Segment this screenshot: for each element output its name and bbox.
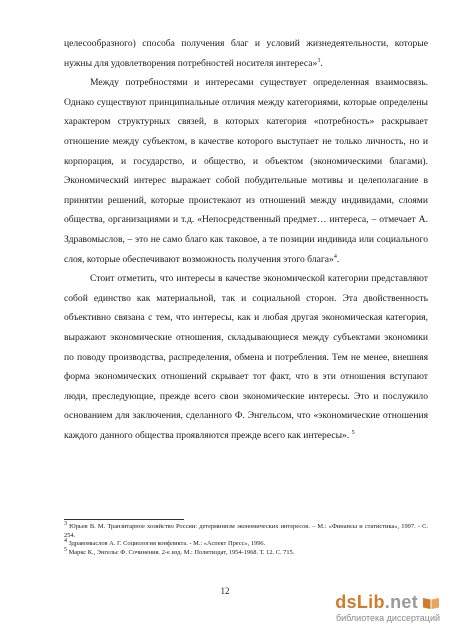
paragraph-3: Стоит отметить, что интересы в качестве экономической категории представляют собой единство как материальной, так и социальной сторон. Эта двойственность объективно связана с тем, что интересы, как и любая другая экономическая категория, выражают экономические отношения, складывающиеся между субъектами экономики по поводу производства, распределения, обмена и потребления. Тем не менее, внешняя форма экономических отношений скрывает тот факт, что в эти отношения вступают люди, преследующие, прежде всего свои экономические интересы. Это и послужило основанием для заключения, сделанного Ф. Энгельсом, что «экономические отношения каждого данного общества проявляются прежде всего как интересы». $^5$ — [64, 273, 428, 441]
footnotes — [64, 520, 428, 557]
paragraph-1: целесообразного) способа получения благ и условий жизнедеятельности, которые нужны для удовлетворения потребностей носителя интереса»$^3$. — [64, 38, 428, 69]
watermark-brand: dsLib.net — [335, 592, 418, 612]
book-icon — [422, 596, 440, 610]
footnote-ref-3[interactable]: 3 — [317, 57, 321, 64]
watermark-logo[interactable] — [280, 592, 440, 613]
footnote-item: $^4$ Здравомыслов А. Г. Социология конфликта. - М.: «Аспект Пресс», 1996. — [64, 538, 266, 548]
footnote-ref-5[interactable]: 5 — [351, 429, 355, 436]
footnote-ref-4[interactable]: 4 — [333, 253, 337, 260]
page-number: 12 — [220, 586, 230, 596]
footnote-item: $^3$ Юрьев В. М. Транзитарное хозяйство России: детерминизм экономических интересов. – М.: «Финансы и статистика», 1997. - С. 254. — [64, 520, 428, 539]
body-text — [64, 34, 428, 445]
watermark[interactable] — [280, 592, 440, 636]
footnote-item: $^5$ Маркс К., Энгельс Ф. Сочинения. 2-е изд. М.: Политиздат, 1954-1968. Т. 12. С. 715. — [64, 546, 295, 556]
watermark-tagline: библиотека диссертаций — [335, 613, 440, 623]
paragraph-2: Между потребностями и интересами существует определенная взаимосвязь. Однако существуют принципиальные отличия между категориями, которые определены характером структурных связей, в которых категория «потребность» раскрывает отношение между субъектом, в качестве которого выступает не только личность, но и корпорация, и государство, и общество, и объектом (экономическими благами). Экономический интерес выражает собой побудительные мотивы и целеполагание в принятии решений, которые проистекают из отношений между индивидами, слоями общества, организациями и т.д. «Непосредственный предмет… интереса, – отмечает А. Здравомыслов, – это не само благо как таковое, а те позиции индивида или социального слоя, которые обеспечивают возможность получения этого блага»$^4$. — [64, 77, 428, 265]
footnote-divider — [64, 519, 184, 520]
